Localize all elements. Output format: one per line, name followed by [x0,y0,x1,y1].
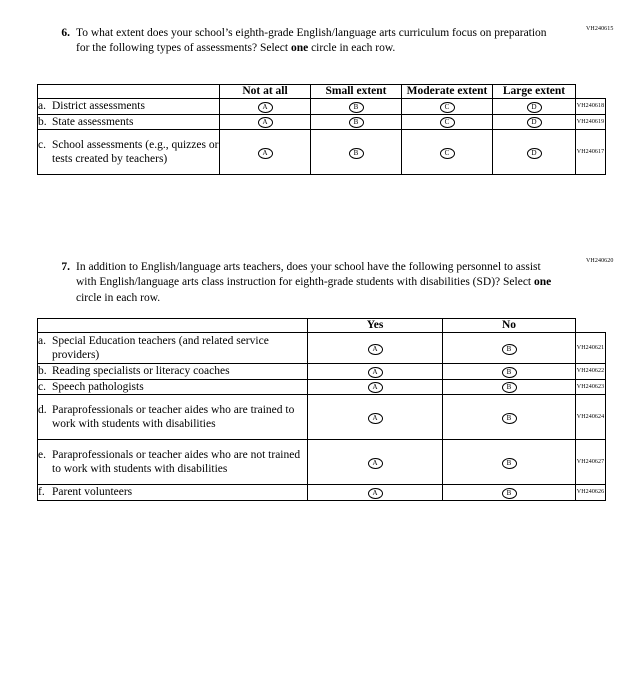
question-7-text [76,260,555,306]
row-item-code: VH240624 [576,395,606,440]
row-letter: c. [38,138,46,151]
radio-bubble[interactable]: B [502,413,517,424]
question-7 [50,260,555,306]
option-small-extent[interactable] [311,130,402,175]
radio-bubble[interactable]: A [368,458,383,469]
radio-bubble[interactable]: A [368,488,383,499]
row-label-special-education-teachers [38,333,308,364]
radio-bubble[interactable]: B [502,344,517,355]
table-row [38,333,606,364]
row-letter: f. [38,486,45,499]
col-header-blank [38,85,220,99]
item-code-q6: VH240615 [586,26,614,32]
row-letter: d. [38,403,47,416]
radio-bubble[interactable]: B [349,148,364,159]
radio-bubble[interactable]: A [368,382,383,393]
col-header-moderate-extent: Moderate extent [402,85,493,99]
table-row [38,395,606,440]
radio-bubble[interactable]: D [527,148,542,159]
radio-bubble[interactable]: D [527,102,542,113]
option-no[interactable] [443,395,576,440]
row-label-paraprofessionals-not-trained [38,440,308,485]
col-header-yes: Yes [308,319,443,333]
row-letter: b. [38,115,47,128]
row-item-code: VH240618 [576,99,606,114]
table-row [38,364,606,379]
option-large-extent[interactable] [493,114,576,129]
option-moderate-extent[interactable] [402,130,493,175]
row-item-code: VH240617 [576,130,606,175]
question-6-table [37,84,606,175]
question-6-text-after: circle in each row. [308,42,396,55]
option-no[interactable] [443,379,576,394]
col-header-small-extent: Small extent [311,85,402,99]
table-row [38,379,606,394]
row-text: Parent volunteers [52,486,133,499]
row-item-code: VH240622 [576,364,606,379]
table-row [38,130,606,175]
row-label-school-assessments [38,130,220,175]
table-header-row [38,319,606,333]
item-code-q7: VH240620 [586,258,614,264]
question-6-text-before: To what extent does your school’s eighth-grade English/language arts curriculum focus on preparation for the following types of assessments? Select [76,27,547,55]
option-not-at-all[interactable] [220,114,311,129]
radio-bubble[interactable]: A [368,413,383,424]
radio-bubble[interactable]: B [349,117,364,128]
row-letter: e. [38,448,46,461]
radio-bubble[interactable]: B [502,488,517,499]
question-6-number: 6. [61,27,70,39]
option-yes[interactable] [308,379,443,394]
row-letter: a. [38,100,46,113]
radio-bubble[interactable]: A [258,148,273,159]
table-row [38,99,606,114]
option-moderate-extent[interactable] [402,99,493,114]
option-yes[interactable] [308,395,443,440]
option-yes[interactable] [308,440,443,485]
col-header-code [576,319,606,333]
option-not-at-all[interactable] [220,130,311,175]
row-item-code: VH240619 [576,114,606,129]
row-item-code: VH240621 [576,333,606,364]
row-letter: a. [38,334,46,347]
table-header-row [38,85,606,99]
option-no[interactable] [443,364,576,379]
option-not-at-all[interactable] [220,99,311,114]
question-7-text-before: In addition to English/language arts teachers, does your school have the following personnel to assist with English/language arts class instruction for eighth-grade students with disabilities (SD)? Select [76,261,541,289]
radio-bubble[interactable]: D [527,117,542,128]
row-text: Reading specialists or literacy coaches [52,365,230,378]
row-label-parent-volunteers [38,485,308,500]
question-7-text-after: circle in each row. [76,291,161,304]
option-no[interactable] [443,440,576,485]
question-7-table [37,318,606,501]
question-6-emphasis: one [290,42,309,55]
row-label-reading-specialists [38,364,308,379]
radio-bubble[interactable]: B [502,382,517,393]
question-6-text [76,26,550,57]
radio-bubble[interactable]: C [440,117,455,128]
col-header-not-at-all: Not at all [220,85,311,99]
table-row [38,114,606,129]
row-text: Speech pathologists [52,380,144,393]
radio-bubble[interactable]: A [258,117,273,128]
radio-bubble[interactable]: B [502,367,517,378]
row-label-district-assessments [38,99,220,114]
option-small-extent[interactable] [311,114,402,129]
row-label-paraprofessionals-trained [38,395,308,440]
row-item-code: VH240623 [576,379,606,394]
row-text: State assessments [52,115,134,128]
option-yes[interactable] [308,333,443,364]
option-large-extent[interactable] [493,99,576,114]
row-item-code: VH240626 [576,485,606,500]
radio-bubble[interactable]: A [368,367,383,378]
radio-bubble[interactable]: A [258,102,273,113]
radio-bubble[interactable]: B [502,458,517,469]
col-header-blank [38,319,308,333]
table-row [38,440,606,485]
row-text: District assessments [52,100,145,113]
row-label-speech-pathologists [38,379,308,394]
row-letter: c. [38,380,46,393]
radio-bubble[interactable]: C [440,148,455,159]
row-text: Paraprofessionals or teacher aides who are not trained to work with students with disabilities [52,448,301,476]
question-7-emphasis: one [534,276,552,289]
option-moderate-extent[interactable] [402,114,493,129]
row-text: Special Education teachers (and related service providers) [52,334,269,362]
option-yes[interactable] [308,485,443,500]
row-text: Paraprofessionals or teacher aides who are trained to work with students with disabilities [52,403,295,431]
row-letter: b. [38,365,47,378]
question-6 [50,26,550,57]
row-label-state-assessments [38,114,220,129]
radio-bubble[interactable]: B [349,102,364,113]
col-header-large-extent: Large extent [493,85,576,99]
radio-bubble[interactable]: A [368,344,383,355]
row-text: School assessments (e.g., quizzes or tests created by teachers) [52,138,219,166]
option-large-extent[interactable] [493,130,576,175]
option-yes[interactable] [308,364,443,379]
question-7-number: 7. [61,261,70,273]
col-header-code [576,85,606,99]
row-item-code: VH240627 [576,440,606,485]
radio-bubble[interactable]: C [440,102,455,113]
option-no[interactable] [443,333,576,364]
table-row [38,485,606,500]
option-no[interactable] [443,485,576,500]
col-header-no: No [443,319,576,333]
option-small-extent[interactable] [311,99,402,114]
